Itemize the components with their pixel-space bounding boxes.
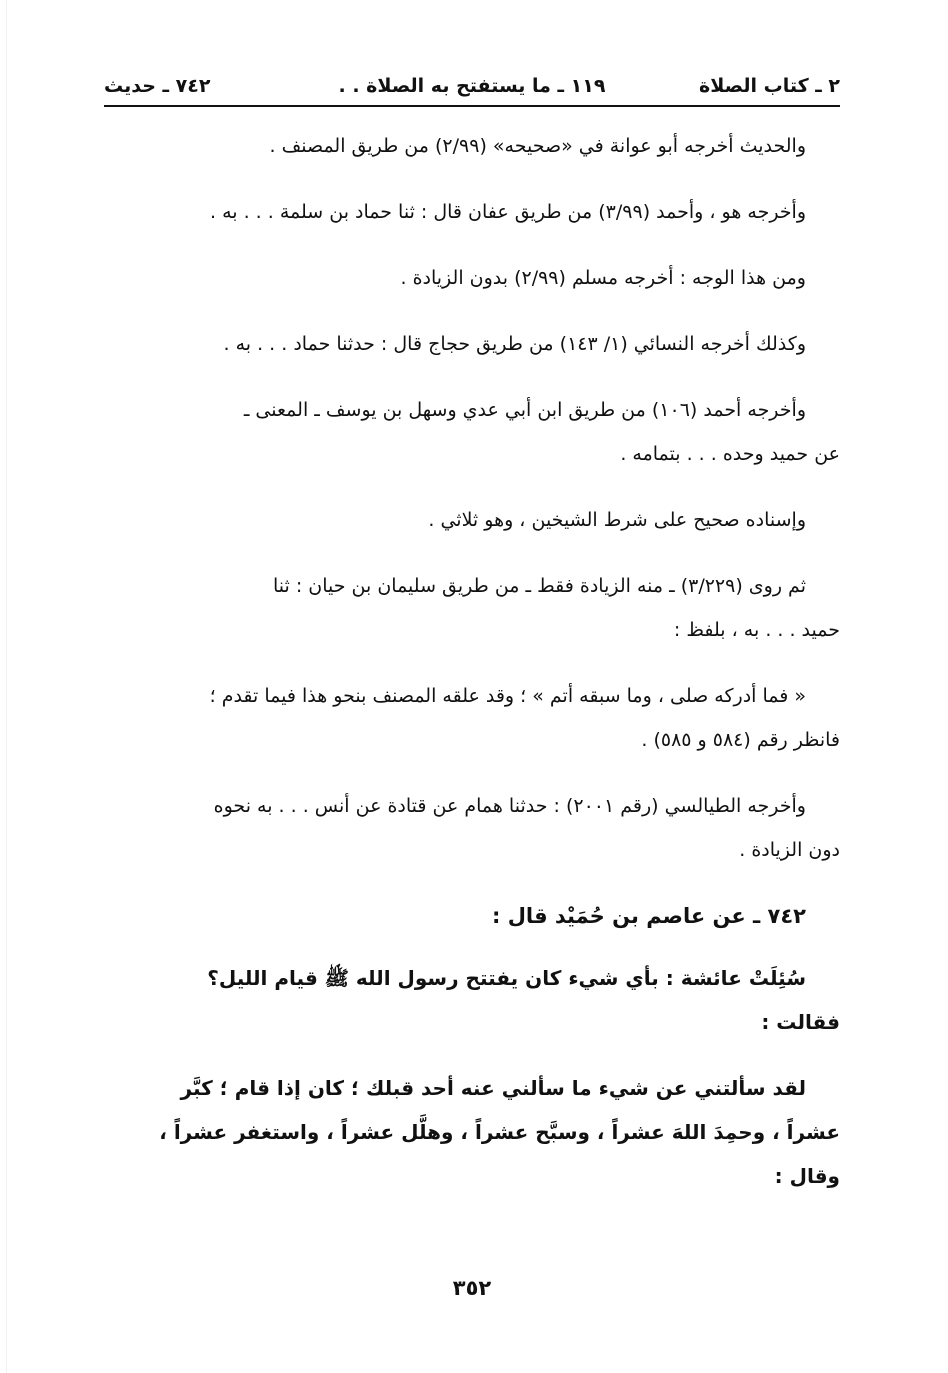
paragraph-line: فانظر رقم (٥٨٤ و ٥٨٥) . <box>641 729 840 751</box>
footnote-paragraph <box>104 190 840 234</box>
paragraph-line: لقد سألتني عن شيء ما سألني عنه أحد قبلك ؛ كان إذا قام ؛ كبَّر <box>180 1076 806 1100</box>
running-header-book-title: ٢ ـ كتاب الصلاة <box>699 75 840 97</box>
paragraph-line: فقالت : <box>761 1010 840 1034</box>
header-divider <box>104 105 840 107</box>
footnote-paragraph <box>104 564 840 652</box>
running-header-hadith-number: ٧٤٢ ـ حديث <box>104 75 211 97</box>
paragraph-line: ومن هذا الوجه : أخرجه مسلم (٢/٩٩) بدون الزيادة . <box>400 267 806 289</box>
paragraph-line: وأخرجه هو ، وأحمد (٣/٩٩) من طريق عفان قال : ثنا حماد بن سلمة . . . به . <box>209 201 806 223</box>
footnote-paragraph <box>104 388 840 476</box>
footnote-paragraph <box>104 498 840 542</box>
footnote-paragraph <box>104 322 840 366</box>
paragraph-line: دون الزيادة . <box>739 839 840 861</box>
paragraph-line: وقال : <box>774 1164 840 1188</box>
book-page <box>104 62 840 1322</box>
paragraph-line: سُئِلَتْ عائشة : بأي شيء كان يفتتح رسول الله ﷺ قيام الليل؟ <box>207 966 806 990</box>
paragraph-line: وإسناده صحيح على شرط الشيخين ، وهو ثلاثي . <box>428 509 806 531</box>
hadith-text-paragraph <box>104 1066 840 1198</box>
paragraph-line: ثم روى (٣/٢٢٩) ـ منه الزيادة فقط ـ من طريق سليمان بن حيان : ثنا <box>272 575 806 597</box>
hadith-text-paragraph <box>104 956 840 1044</box>
page-content <box>104 124 840 1220</box>
footnote-paragraph <box>104 124 840 168</box>
paragraph-line: حميد . . . به ، بلفظ : <box>673 619 840 641</box>
paragraph-line: وكذلك أخرجه النسائي (١/ ١٤٣) من طريق حجاج قال : حدثنا حماد . . . به . <box>223 333 806 355</box>
page-edge-shadow <box>6 0 7 1373</box>
running-header-chapter-title: ١١٩ ـ ما يستفتح به الصلاة . . <box>338 75 606 97</box>
paragraph-line: عشراً ، وحمِدَ اللهَ عشراً ، وسبَّح عشراً ، وهلَّل عشراً ، واستغفر عشراً ، <box>159 1120 840 1144</box>
running-header <box>104 72 840 100</box>
page-number: ٣٥٢ <box>452 1276 492 1300</box>
paragraph-line: والحديث أخرجه أبو عوانة في «صحيحه» (٢/٩٩) من طريق المصنف . <box>269 135 806 157</box>
hadith-heading: ٧٤٢ ـ عن عاصم بن حُمَيْد قال : <box>492 904 806 928</box>
footnote-paragraph <box>104 674 840 762</box>
footnote-paragraph <box>104 256 840 300</box>
paragraph-line: وأخرجه أحمد (١٠٦) من طريق ابن أبي عدي وسهل بن يوسف ـ المعنى ـ <box>243 399 806 421</box>
paragraph-line: وأخرجه الطيالسي (رقم ٢٠٠١) : حدثنا همام عن قتادة عن أنس . . . به نحوه <box>213 795 806 817</box>
footnote-paragraph <box>104 784 840 872</box>
paragraph-line: عن حميد وحده . . . بتمامه . <box>620 443 840 465</box>
paragraph-line: « فما أدركه صلى ، وما سبقه أتم » ؛ وقد علقه المصنف بنحو هذا فيما تقدم ؛ <box>209 685 806 707</box>
